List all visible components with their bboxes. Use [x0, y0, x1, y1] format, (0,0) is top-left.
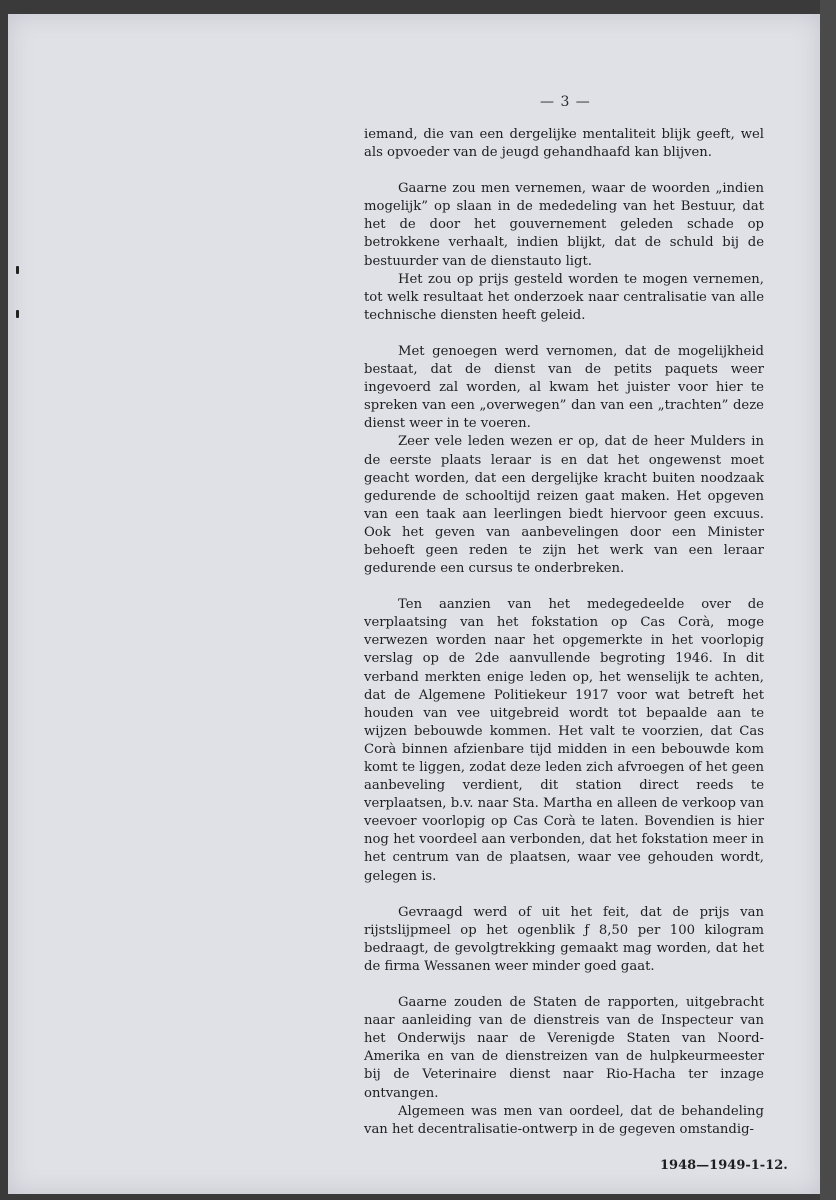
- paragraph: Het zou op prijs gesteld worden te mogen vernemen, tot welk resultaat het onderzoek naar centralisatie van alle technische diensten heeft geleid.: [364, 271, 764, 323]
- paragraph: Algemeen was men van oordeel, dat de behandeling van het decentralisatie-ontwerp in de gegeven omstandig-: [364, 1103, 764, 1137]
- page-number: — 3 —: [540, 94, 591, 110]
- paragraph: Gevraagd werd of uit het feit, dat de prijs van rijstslijpmeel op het ogenblik ƒ 8,50 per 100 kilogram bedraagt, de gevolgtrekking gemaakt mag worden, dat het de firma Wessanen weer minder goed gaat.: [364, 904, 764, 974]
- margin-mark: [16, 266, 19, 274]
- scan-edge: [820, 0, 836, 1200]
- paragraph: Zeer vele leden wezen er op, dat de heer Mulders in de eerste plaats leraar is en dat het ongewenst moet geacht worden, dat een dergelijke kracht buiten noodzaak gedurende de schooltijd reizen gaat maken. Het opgeven van een taak aan leerlingen biedt hiervoor geen excuus. Ook het geven van aanbevelingen door een Minister behoeft geen reden te zijn het werk van een leraar gedurende een cursus te onderbreken.: [364, 434, 764, 577]
- paragraph: Gaarne zou men vernemen, waar de woorden „indien mogelijk” op slaan in de mededeling van het Bestuur, dat het de door het gouvernement geleden schade op betrokkene verhaalt, indien blijkt, dat de schuld bij de bestuurder van de dienstauto ligt.: [364, 181, 764, 269]
- body-text: [364, 126, 764, 1139]
- margin-mark: [16, 310, 19, 318]
- paragraph: iemand, die van een dergelijke mentaliteit blijk geeft, wel als opvoeder van de jeugd gehandhaafd kan blijven.: [364, 127, 764, 161]
- footer-code: 1948—1949-1-12.: [660, 1158, 788, 1173]
- paragraph: Ten aanzien van het medegedeelde over de verplaatsing van het fokstation op Cas Corà, moge verwezen worden naar het opgemerkte in het voorlopig verslag op de 2de aanvullende begroting 1946. In dit verband merkten enige leden op, het wenselijk te achten, dat de Algemene Politiekeur 1917 voor wat betreft het houden van vee uitgebreid wordt tot bepaalde aan te wijzen bebouwde kommen. Het valt te voorzien, dat Cas Corà binnen afzienbare tijd midden in een bebouwde kom komt te liggen, zodat deze leden zich afvroegen of het geen aanbeveling verdient, dit station direct reeds te verplaatsen, b.v. naar Sta. Martha en alleen de verkoop van veevoer voorlopig op Cas Corà te laten. Bovendien is hier nog het voordeel aan verbonden, dat het fokstation meer in het centrum van de plaatsen, waar vee gehouden wordt, gelegen is.: [364, 597, 764, 884]
- paragraph: Met genoegen werd vernomen, dat de mogelijkheid bestaat, dat de dienst van de petits paquets weer ingevoerd zal worden, al kwam het juister voor hier te spreken van een „overwegen” dan van een „trachten” deze dienst weer in te voeren.: [364, 343, 764, 432]
- paragraph: Gaarne zouden de Staten de rapporten, uitgebracht naar aanleiding van de dienstreis van de Inspecteur van het Onderwijs naar de Verenigde Staten van Noord-Amerika en van de dienstreizen van de hulpkeurmeester bij de Veterinaire dienst naar Rio-Hacha ter inzage ontvangen.: [364, 995, 764, 1101]
